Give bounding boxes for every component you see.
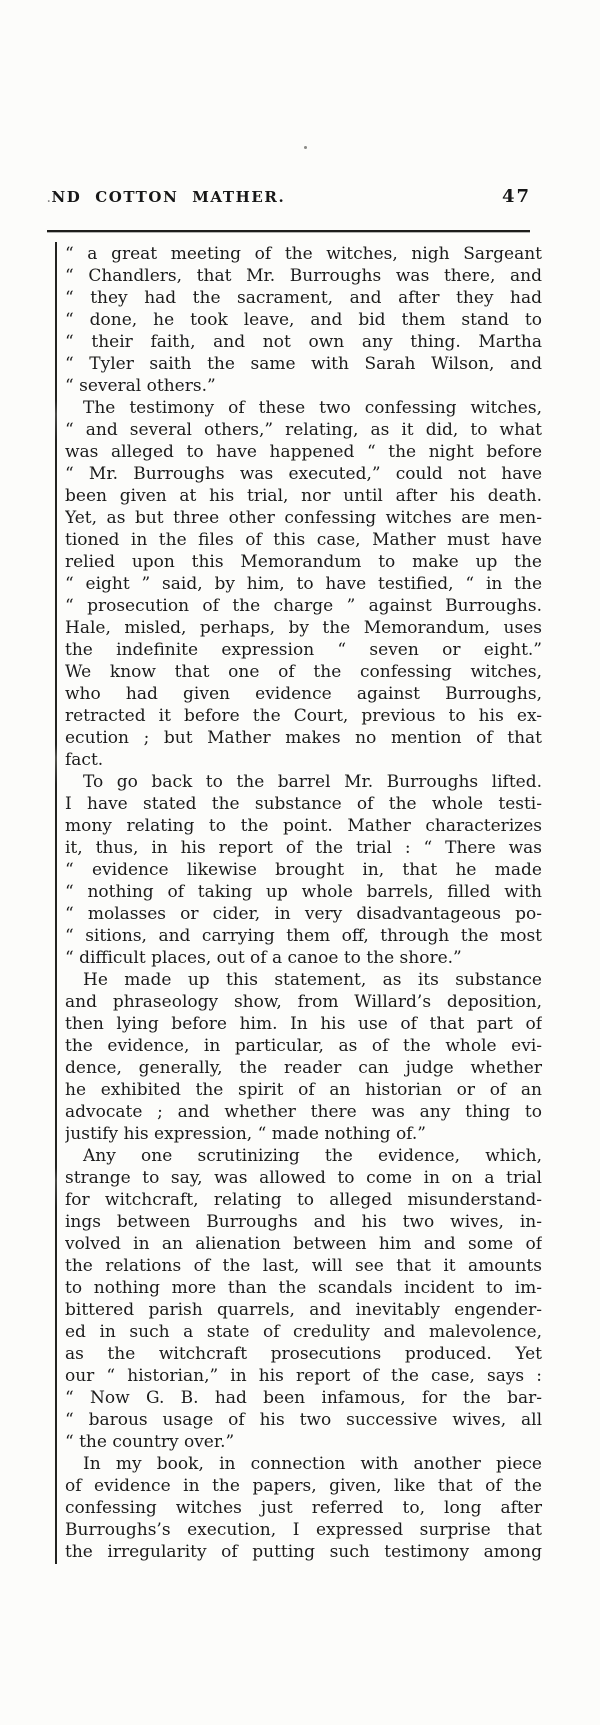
text-line: The testimony of these two confessing witches, <box>83 398 542 418</box>
page-number: 47 <box>502 186 532 207</box>
text-line: dence, generally, the reader can judge whether <box>65 1058 542 1078</box>
text-line: of evidence in the papers, given, like that of the <box>65 1476 542 1496</box>
paragraph <box>65 1145 542 1453</box>
text-line: “ sitions, and carrying them off, through the most <box>65 926 542 946</box>
text-line: who had given evidence against Burroughs, <box>65 684 542 704</box>
text-line: the evidence, in particular, as of the whole evi- <box>65 1036 542 1056</box>
text-line: “ several others.” <box>65 376 216 396</box>
text-line: “ Mr. Burroughs was executed,” could not have <box>65 464 542 484</box>
text-line: “ eight ” said, by him, to have testified, “ in the <box>65 574 542 594</box>
text-line: our “ historian,” in his report of the case, says : <box>65 1366 542 1386</box>
text-line: mony relating to the point. Mather characterizes <box>65 816 542 836</box>
running-head-fragment: . <box>47 194 51 205</box>
text-line: the indefinite expression “ seven or eight.” <box>65 640 542 660</box>
running-head-title: ND COTTON MATHER. <box>51 188 286 206</box>
text-line: relied upon this Memorandum to make up the <box>65 552 542 572</box>
text-line: to nothing more than the scandals incident to im- <box>65 1278 542 1298</box>
text-line: Burroughs’s execution, I expressed surprise that <box>65 1520 542 1540</box>
text-line: “ the country over.” <box>65 1432 235 1452</box>
text-line: “ Now G. B. had been infamous, for the bar- <box>65 1388 542 1408</box>
text-line: was alleged to have happened “ the night before <box>65 442 542 462</box>
text-line: ings between Burroughs and his two wives, in- <box>65 1212 542 1232</box>
text-line: he exhibited the spirit of an historian or of an <box>65 1080 542 1100</box>
text-line: ecution ; but Mather makes no mention of that <box>65 728 542 748</box>
text-line: it, thus, in his report of the trial : “ There was <box>65 838 542 858</box>
text-line: retracted it before the Court, previous to his ex- <box>65 706 542 726</box>
left-margin-rule <box>55 242 57 1564</box>
running-head <box>47 188 285 206</box>
text-line: “ difficult places, out of a canoe to the shore.” <box>65 948 462 968</box>
text-line: “ barous usage of his two successive wives, all <box>65 1410 542 1430</box>
text-line: been given at his trial, nor until after his death. <box>65 486 542 506</box>
text-line: as the witchcraft prosecutions produced. Yet <box>65 1344 542 1364</box>
text-line: Hale, misled, perhaps, by the Memorandum, uses <box>65 618 542 638</box>
paragraph <box>65 1453 542 1563</box>
text-line: “ evidence likewise brought in, that he made <box>65 860 542 880</box>
text-line: “ nothing of taking up whole barrels, filled with <box>65 882 542 902</box>
text-line: “ a great meeting of the witches, nigh Sargeant <box>65 244 542 264</box>
text-line: We know that one of the confessing witches, <box>65 662 542 682</box>
text-line: the relations of the last, will see that it amounts <box>65 1256 542 1276</box>
text-line: “ they had the sacrament, and after they had <box>65 288 542 308</box>
text-line: Any one scrutinizing the evidence, which, <box>83 1146 542 1166</box>
text-line: I have stated the substance of the whole testi- <box>65 794 542 814</box>
text-line: justify his expression, “ made nothing of.” <box>65 1124 426 1144</box>
text-line: the irregularity of putting such testimony among <box>65 1542 542 1562</box>
paragraph <box>65 243 542 397</box>
paragraph <box>65 397 542 771</box>
text-line: strange to say, was allowed to come in on a trial <box>65 1168 542 1188</box>
text-line: volved in an alienation between him and some of <box>65 1234 542 1254</box>
text-line: “ Tyler saith the same with Sarah Wilson, and <box>65 354 542 374</box>
text-line: fact. <box>65 750 104 770</box>
text-line: and phraseology show, from Willard’s deposition, <box>65 992 542 1012</box>
scan-artifact-dot <box>304 146 307 149</box>
paragraph <box>65 771 542 969</box>
text-line: “ done, he took leave, and bid them stand to <box>65 310 542 330</box>
header-rule <box>47 230 530 232</box>
text-line: for witchcraft, relating to alleged misunderstand- <box>65 1190 542 1210</box>
paragraph <box>65 969 542 1145</box>
text-line: “ Chandlers, that Mr. Burroughs was there, and <box>65 266 542 286</box>
text-line: “ their faith, and not own any thing. Martha <box>65 332 542 352</box>
text-line: advocate ; and whether there was any thing to <box>65 1102 542 1122</box>
text-line: bittered parish quarrels, and inevitably engender- <box>65 1300 542 1320</box>
text-line: “ and several others,” relating, as it did, to what <box>65 420 542 440</box>
text-line: He made up this statement, as its substance <box>83 970 542 990</box>
text-line: confessing witches just referred to, long after <box>65 1498 542 1518</box>
text-line: “ molasses or cider, in very disadvantageous po- <box>65 904 542 924</box>
text-line: ed in such a state of credulity and malevolence, <box>65 1322 542 1342</box>
text-line: tioned in the files of this case, Mather must have <box>65 530 542 550</box>
text-line: To go back to the barrel Mr. Burroughs lifted. <box>83 772 542 792</box>
text-line: Yet, as but three other confessing witches are men- <box>65 508 542 528</box>
text-line: then lying before him. In his use of that part of <box>65 1014 542 1034</box>
text-line: “ prosecution of the charge ” against Burroughs. <box>65 596 542 616</box>
text-line: In my book, in connection with another piece <box>83 1454 542 1474</box>
text-block <box>65 243 542 1563</box>
